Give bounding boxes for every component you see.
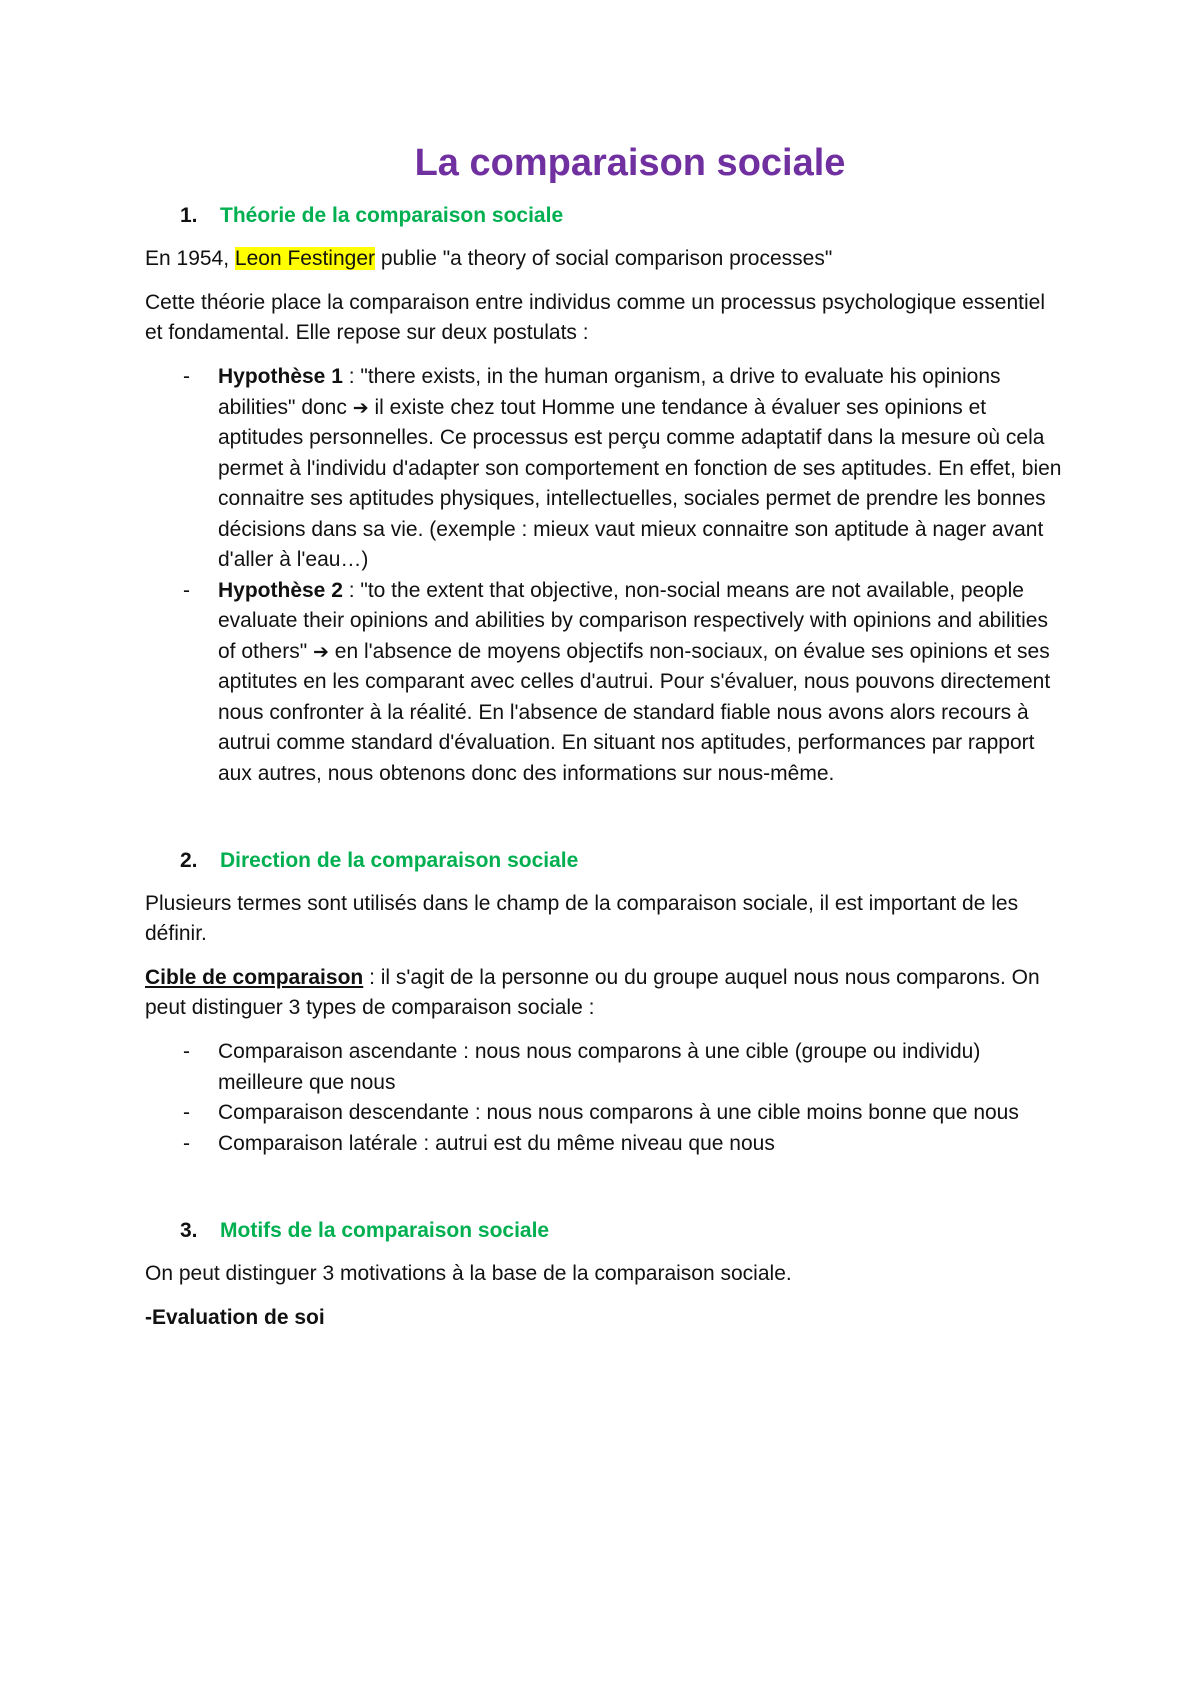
direction-paragraph: Plusieurs termes sont utilisés dans le champ de la comparaison sociale, il est important de les définir. [145, 892, 1019, 945]
section-number: 3. [180, 1219, 198, 1242]
intro-text-end: publie "a theory of social comparison processes" [375, 247, 833, 270]
hypothesis-quote: : "there exists, in the human organism, a drive to evaluate his opinions abilities" donc [218, 365, 1001, 419]
list-item-hypothesis-2 [145, 576, 1065, 790]
hypothesis-text: il existe chez tout Homme une tendance à évaluer ses opinions et aptitudes personnelles. Ce processus est perçu comme adaptatif dans la mesure où cela permet à l'individu d'adapter son comportement en fonction de ses aptitudes. En effet, bien connaitre ses aptitudes physiques, intellectuelles, sociales permet de prendre les bonnes décisions dans sa vie. (exemple : mieux vaut mieux connaitre son aptitude à nager avant d'aller à l'eau…) [218, 395, 1062, 571]
hypothesis-text: en l'absence de moyens objectifs non-sociaux, on évalue ses opinions et ses aptitutes en les comparant avec celles d'autrui. Pour s'évaluer, nous pouvons directement nous confronter à la réalité. En l'absence de standard fiable nous avons alors recours à autrui comme standard d'évaluation. En situant nos aptitudes, performances par rapport aux autres, nous obtenons donc des informations sur nous-même. [218, 639, 1051, 785]
dash-bullet: - [183, 1101, 190, 1124]
comparison-types-list [145, 1037, 1065, 1159]
document-page [145, 140, 1065, 1347]
spacer [145, 1173, 1065, 1217]
arrow-icon: ➔ [313, 640, 329, 663]
definition-term: Cible de comparaison [145, 966, 364, 989]
hypothesis-list [145, 362, 1065, 789]
section-heading-1 [145, 202, 1065, 230]
list-item-text: Comparaison ascendante : nous nous comparons à une cible (groupe ou individu) meilleure que nous [218, 1040, 981, 1094]
section-title: Motifs de la comparaison sociale [220, 1219, 550, 1242]
dash-bullet: - [183, 1131, 190, 1155]
highlighted-name: Leon Festinger [234, 247, 375, 270]
subheading-evaluation: -Evaluation de soi [145, 1306, 325, 1329]
intro-text: En 1954, [145, 247, 235, 270]
dash-bullet: - [183, 578, 190, 602]
theory-paragraph: Cette théorie place la comparaison entre individus comme un processus psychologique essentiel et fondamental. Elle repose sur deux postulats : [145, 291, 1045, 344]
section-title: Direction de la comparaison sociale [220, 849, 579, 872]
hypothesis-label: Hypothèse 2 [218, 578, 343, 602]
section-heading-3 [145, 1217, 1065, 1245]
dash-bullet: - [183, 1040, 190, 1063]
list-item [145, 1037, 1065, 1098]
section-title: Théorie de la comparaison sociale [220, 204, 564, 227]
hypothesis-quote: : "to the extent that objective, non-social means are not available, people evaluate their opinions and abilities by comparison respectively with opinions and abilities of others" [218, 578, 1048, 663]
list-item-text: Comparaison latérale : autrui est du même niveau que nous [218, 1131, 775, 1155]
list-item [145, 1129, 1065, 1160]
page-title: La comparaison sociale [414, 142, 846, 184]
section-number: 2. [180, 849, 198, 872]
section-number: 1. [180, 204, 198, 227]
section-heading-2 [145, 847, 1065, 875]
list-item-text: Comparaison descendante : nous nous comparons à une cible moins bonne que nous [218, 1101, 1019, 1124]
hypothesis-label: Hypothèse 1 [218, 365, 343, 388]
list-item [145, 1098, 1065, 1129]
list-item-hypothesis-1 [145, 362, 1065, 576]
dash-bullet: - [183, 365, 190, 388]
intro-paragraph [145, 244, 1065, 274]
definition-paragraph [145, 963, 1065, 1023]
definition-text: : il s'agit de la personne ou du groupe auquel nous nous comparons. On peut distinguer 3 types de comparaison sociale : [145, 966, 1040, 1019]
spacer [145, 803, 1065, 847]
arrow-icon: ➔ [352, 396, 369, 419]
motives-paragraph: On peut distinguer 3 motivations à la base de la comparaison sociale. [145, 1262, 792, 1285]
